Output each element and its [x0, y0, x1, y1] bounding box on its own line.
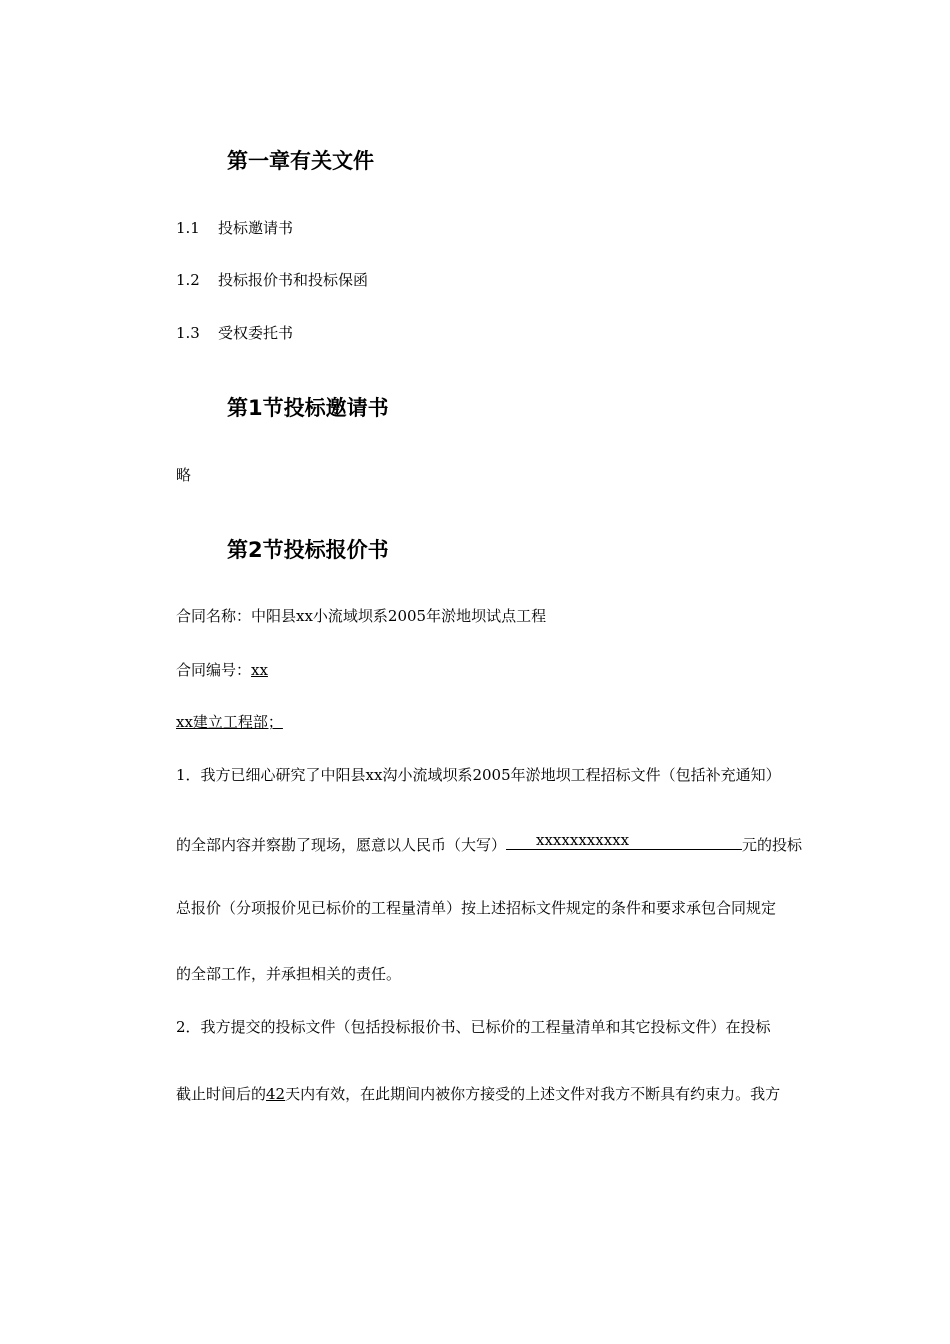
contract-number-value: xx: [251, 661, 268, 679]
validity-days: 42: [266, 1085, 286, 1103]
addressee: xx建立工程部；: [176, 713, 283, 731]
toc-item-number: 1.2: [176, 271, 200, 289]
paragraph2-line2-post: 天内有效，在此期间内被你方接受的上述文件对我方不断具有约束力。我方: [285, 1085, 781, 1103]
paragraph2-line2: [176, 1084, 780, 1104]
toc-item-number: 1.1: [176, 219, 200, 237]
amount-value: xxxxxxxxxxx: [536, 831, 630, 849]
paragraph1-line2: [176, 831, 802, 855]
paragraph1-line2-post: 元的投标: [742, 836, 803, 854]
toc-item: [176, 270, 368, 290]
paragraph1-line4: 的全部工作，并承担相关的责任。: [176, 965, 402, 983]
toc-item: [176, 218, 293, 238]
toc-item-label: 受权委托书: [218, 324, 294, 342]
paragraph2-line1: 2．我方提交的投标文件（包括投标报价书、已标价的工程量清单和其它投标文件）在投标: [176, 1018, 771, 1036]
section1-body: 略: [176, 466, 192, 484]
contract-name: 合同名称：中阳县xx小流域坝系2005年淤地坝试点工程: [176, 607, 547, 625]
toc-item-number: 1.3: [176, 324, 200, 342]
chapter-title: 第一章有关文件: [227, 149, 374, 173]
contract-number-label: 合同编号：: [176, 661, 252, 679]
contract-number: [176, 660, 268, 680]
toc-item: [176, 323, 293, 343]
paragraph1-line1: 1．我方已细心研究了中阳县xx沟小流域坝系2005年淤地坝工程招标文件（包括补充通知）: [176, 766, 781, 784]
section2-title: 第2节投标报价书: [227, 538, 389, 562]
toc-item-label: 投标邀请书: [218, 219, 294, 237]
amount-blank: [506, 831, 742, 850]
paragraph1-line3: 总报价（分项报价见已标价的工程量清单）按上述招标文件规定的条件和要求承包合同规定: [176, 899, 777, 917]
section1-title: 第1节投标邀请书: [227, 396, 389, 420]
paragraph1-line2-pre: 的全部内容并察勘了现场，愿意以人民币（大写）: [176, 836, 507, 854]
toc-item-label: 投标报价书和投标保函: [218, 271, 369, 289]
paragraph2-line2-pre: 截止时间后的: [176, 1085, 267, 1103]
